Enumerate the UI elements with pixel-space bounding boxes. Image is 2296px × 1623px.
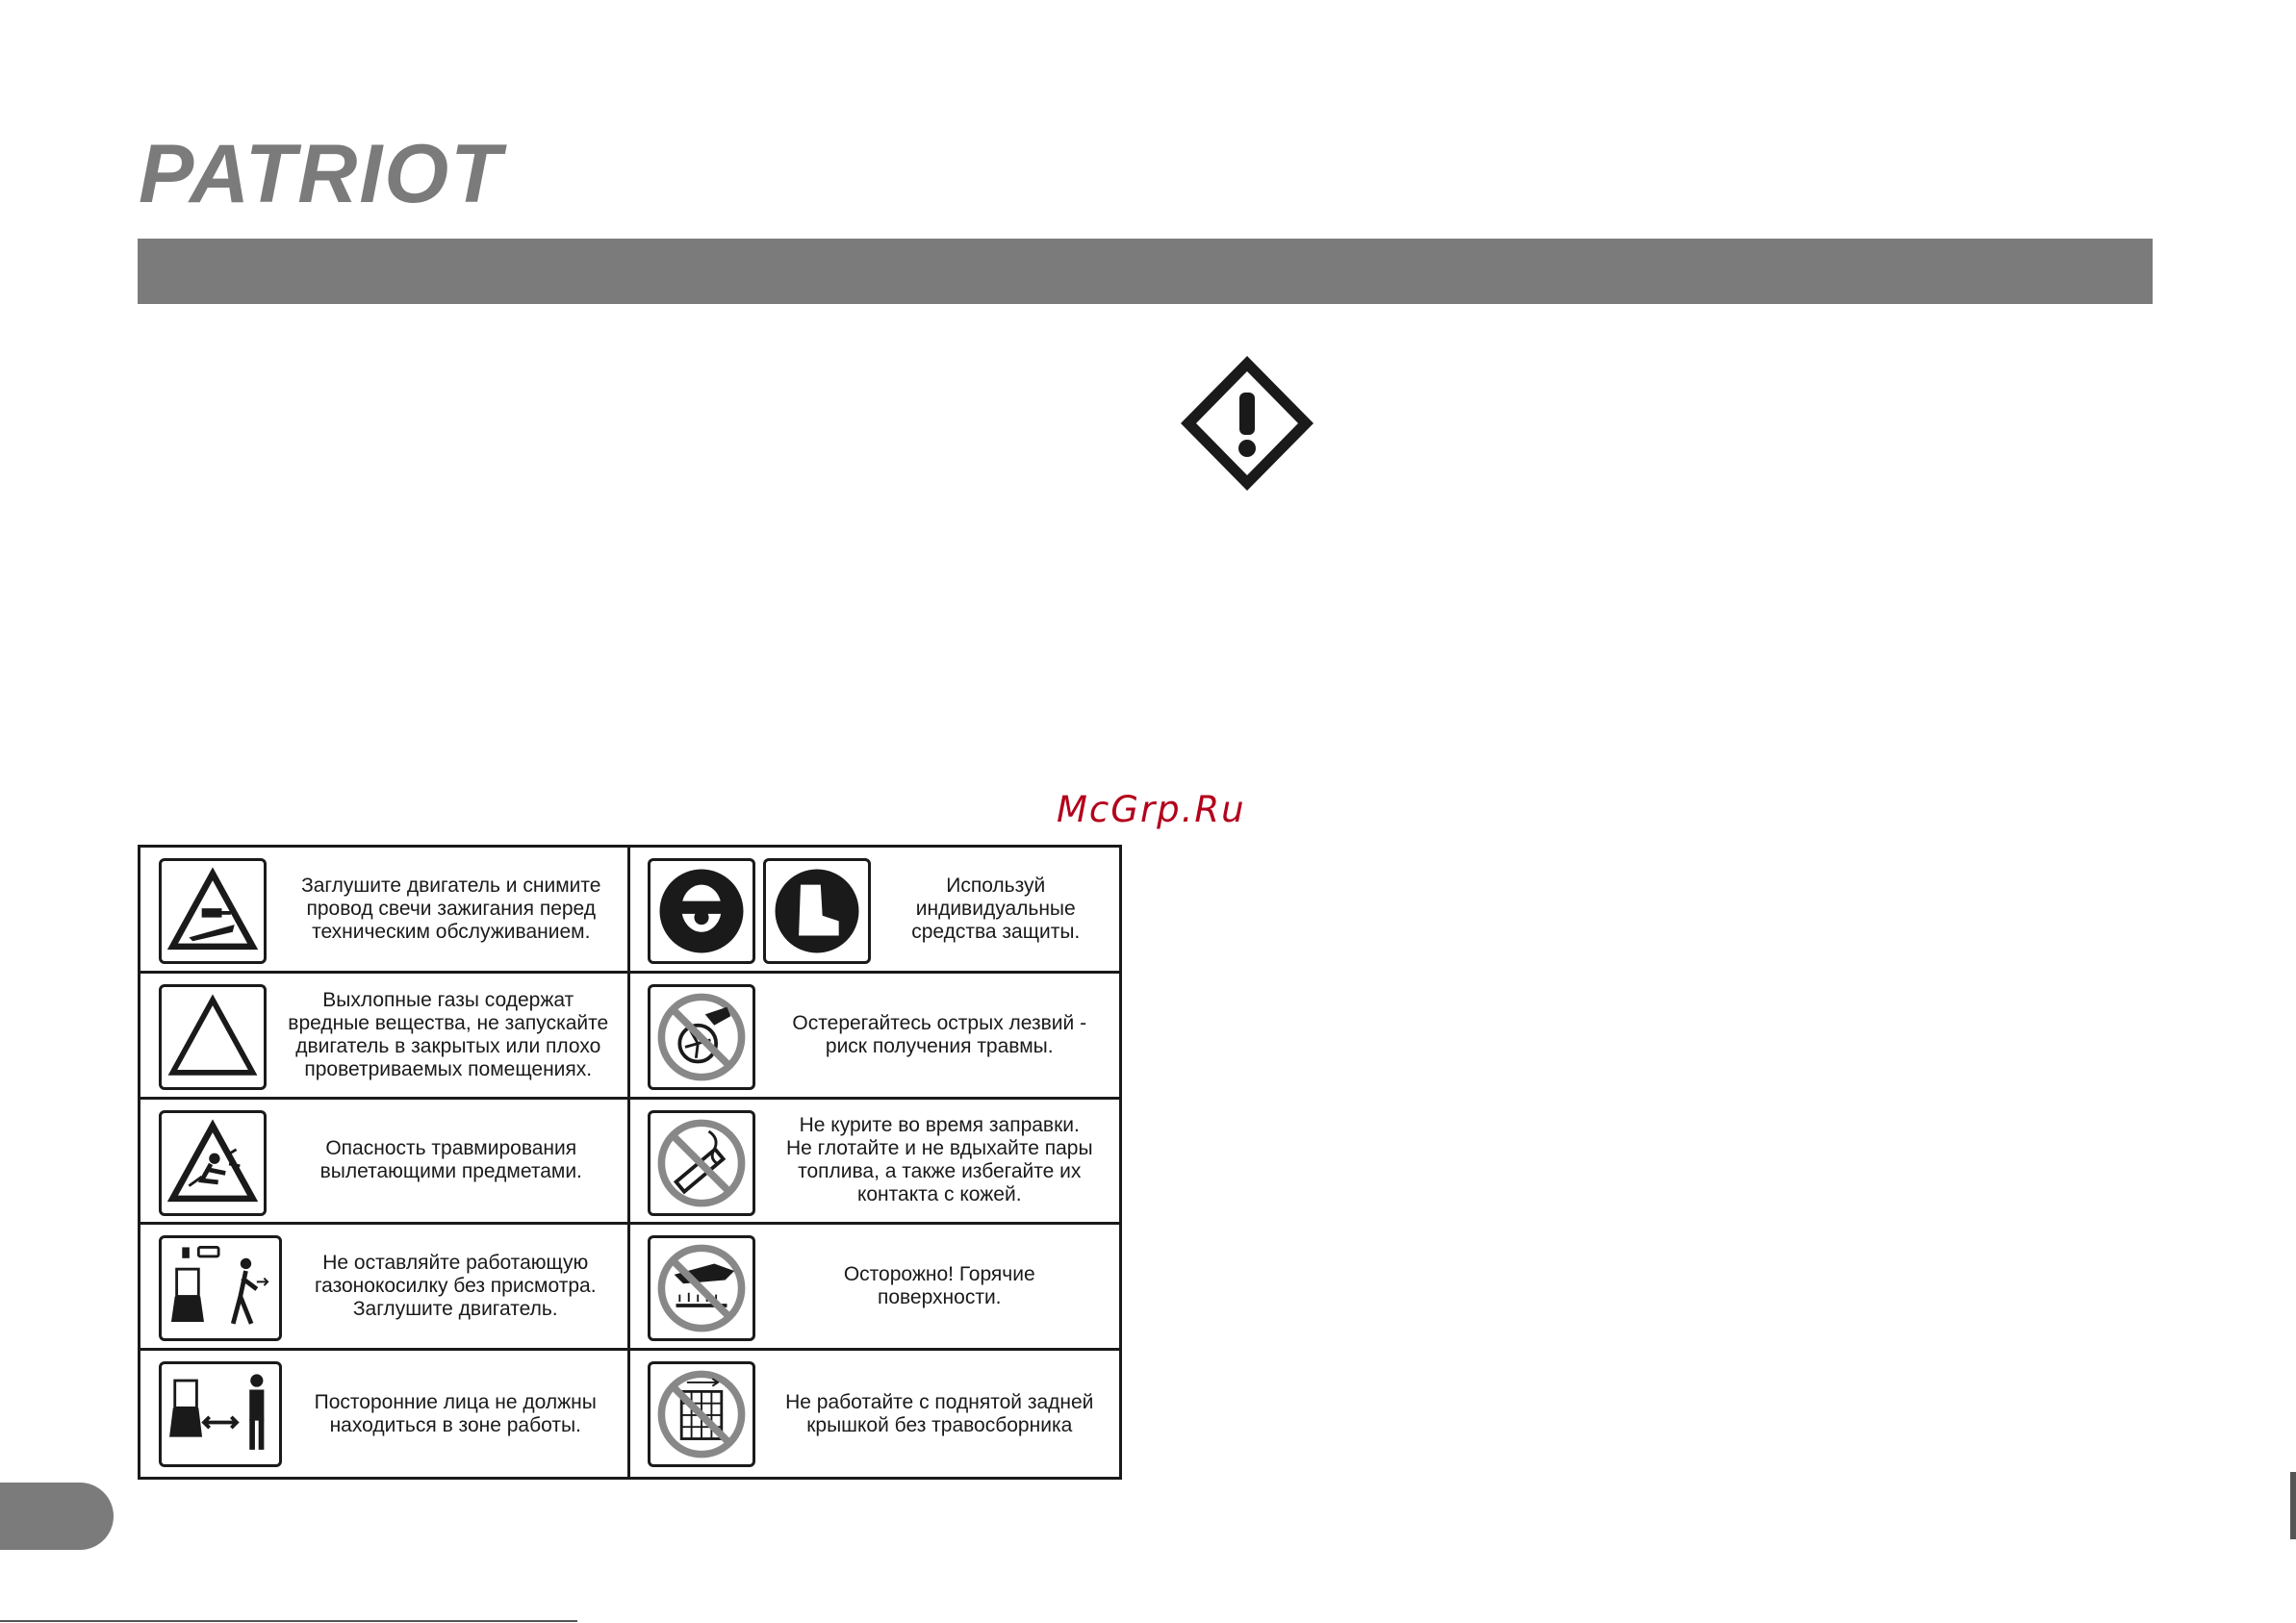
table-row [140, 1351, 630, 1477]
table-row [140, 1225, 630, 1351]
table-row [630, 1351, 1120, 1477]
safety-caption: Осторожно! Горячие поверхности. [843, 1263, 1035, 1309]
safety-caption: Остерегайтесь острых лезвий - риск получения травмы. [792, 1011, 1087, 1057]
warning-triangle-icon [159, 984, 267, 1090]
boots-icon [763, 858, 871, 964]
table-row [630, 1225, 1120, 1351]
no-smoking-icon [648, 1110, 755, 1216]
hot-surface-icon [648, 1235, 755, 1341]
no-hands-blade-icon [648, 984, 755, 1090]
safety-symbols-table [138, 845, 1122, 1480]
unattended-mower-icon [159, 1235, 282, 1341]
edge-mark [2290, 1472, 2296, 1539]
logo-text: PATRIOT [139, 135, 503, 212]
footer-rule [0, 1620, 577, 1622]
warning-spark-plug-icon [159, 858, 267, 964]
watermark: McGrp.Ru [1057, 789, 1246, 830]
exclamation-warning-icon [1179, 354, 1315, 493]
table-row [630, 1100, 1120, 1226]
flying-objects-icon [159, 1110, 267, 1216]
page-tab [0, 1483, 114, 1550]
safety-caption: Не работайте с поднятой задней крышкой без травосборника [785, 1390, 1094, 1436]
bystanders-distance-icon [159, 1361, 282, 1467]
table-row [140, 974, 630, 1100]
patriot-logo [139, 135, 620, 212]
safety-caption: Выхлопные газы содержат вредные вещества, не запускайте двигатель в закрытых или плохо проветриваемых помещениях. [288, 988, 609, 1080]
safety-caption: Заглушите двигатель и снимите провод свечи зажигания перед техническим обслуживанием. [301, 874, 601, 943]
safety-caption: Используй индивидуальные средства защиты. [911, 874, 1081, 943]
table-row [140, 1100, 630, 1226]
table-row [630, 848, 1120, 974]
table-row [630, 974, 1120, 1100]
header-bar [138, 239, 2153, 304]
safety-caption: Не оставляйте работающую газонокосилку без присмотра. Заглушите двигатель. [314, 1252, 597, 1321]
safety-caption: Посторонние лица не должны находиться в зоне работы. [314, 1390, 597, 1436]
safety-caption: Не курите во время заправки. Не глотайте и не вдыхайте пары топлива, а также избегайте их контакта с кожей. [785, 1114, 1093, 1206]
safety-caption: Опасность травмирования вылетающими предметами. [319, 1137, 582, 1183]
face-protection-icon [648, 858, 755, 964]
no-open-cover-icon [648, 1361, 755, 1467]
table-row [140, 848, 630, 974]
